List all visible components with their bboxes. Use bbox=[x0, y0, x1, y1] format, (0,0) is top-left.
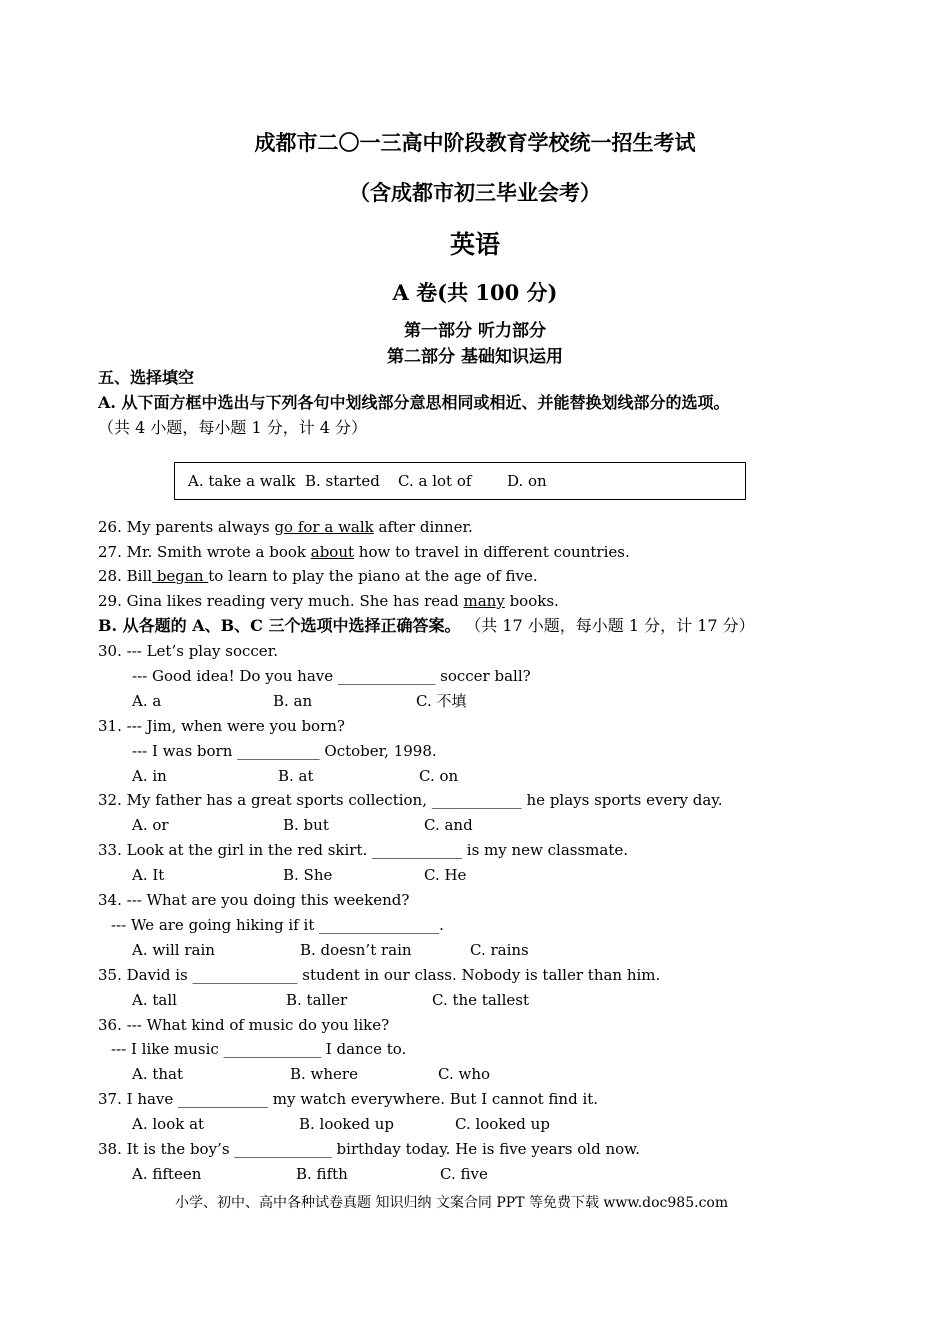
section-a-note: （共 4 小题，每小题 1 分，计 4 分） bbox=[98, 418, 368, 437]
question-36-reply: --- I like music _____________ I dance to. bbox=[111, 1040, 407, 1058]
question-28: 28. Bill began to learn to play the piano at the age of five. bbox=[98, 567, 538, 585]
choice-37-a: A. look at bbox=[132, 1115, 205, 1133]
section-a-title: A. 从下面方框中选出与下列各句中划线部分意思相同或相近、并能替换划线部分的选项。 bbox=[98, 393, 730, 412]
option-box bbox=[174, 462, 746, 500]
subject-heading: 英语 bbox=[449, 230, 500, 259]
section-b-title: B. 从各题的 A、B、C 三个选项中选择正确答案。 bbox=[98, 616, 461, 635]
choice-33-a: A. It bbox=[132, 866, 165, 884]
choice-38-c: C. five bbox=[440, 1165, 488, 1183]
choice-30-c: C. 不填 bbox=[416, 692, 467, 710]
question-34: 34. --- What are you doing this weekend? bbox=[98, 891, 410, 909]
underlined-phrase: about bbox=[310, 543, 355, 561]
choice-30-b: B. an bbox=[273, 692, 313, 710]
choice-36-c: C. who bbox=[438, 1065, 491, 1083]
question-32: 32. My father has a great sports collection, ____________ he plays sports every day. bbox=[98, 791, 723, 809]
choice-36-b: B. where bbox=[290, 1065, 358, 1083]
choice-34-c: C. rains bbox=[470, 941, 529, 959]
choice-36-a: A. that bbox=[132, 1065, 184, 1083]
choice-34-b: B. doesn’t rain bbox=[300, 941, 412, 959]
choice-37-b: B. looked up bbox=[299, 1115, 395, 1133]
option-a: A. take a walk bbox=[188, 472, 296, 490]
question-29: 29. Gina likes reading very much. She has read many books. bbox=[98, 592, 559, 610]
choice-35-c: C. the tallest bbox=[432, 991, 529, 1009]
choice-32-c: C. and bbox=[424, 816, 473, 834]
question-37: 37. I have ____________ my watch everywhere. But I cannot find it. bbox=[98, 1090, 599, 1108]
option-b: B. started bbox=[305, 472, 380, 490]
underlined-phrase: go for a walk bbox=[274, 518, 374, 536]
question-33: 33. Look at the girl in the red skirt. ____________ is my new classmate. bbox=[98, 841, 629, 859]
question-30: 30. --- Let’s play soccer. bbox=[98, 642, 278, 660]
question-36: 36. --- What kind of music do you like? bbox=[98, 1016, 390, 1034]
question-26: 26. My parents always go for a walk after dinner. bbox=[98, 518, 473, 536]
choice-33-b: B. She bbox=[283, 866, 333, 884]
choice-31-b: B. at bbox=[278, 767, 314, 785]
underlined-phrase: began bbox=[152, 567, 209, 585]
question-31: 31. --- Jim, when were you born? bbox=[98, 717, 345, 735]
exam-title: 成都市二〇一三高中阶段教育学校统一招生考试 bbox=[254, 130, 696, 155]
part2-heading: 第二部分 基础知识运用 bbox=[387, 347, 563, 367]
choice-38-b: B. fifth bbox=[296, 1165, 348, 1183]
question-31-reply: --- I was born ___________ October, 1998. bbox=[132, 742, 437, 760]
option-d: D. on bbox=[507, 472, 547, 490]
section-b-note: （共 17 小题，每小题 1 分，计 17 分） bbox=[465, 616, 755, 635]
choice-37-c: C. looked up bbox=[455, 1115, 550, 1133]
question-30-reply: --- Good idea! Do you have _____________ soccer ball? bbox=[132, 667, 531, 685]
choice-34-a: A. will rain bbox=[132, 941, 215, 959]
question-27: 27. Mr. Smith wrote a book about how to travel in different countries. bbox=[98, 543, 630, 561]
choice-32-b: B. but bbox=[283, 816, 329, 834]
question-38: 38. It is the boy’s _____________ birthday today. He is five years old now. bbox=[98, 1140, 640, 1158]
choice-31-a: A. in bbox=[132, 767, 167, 785]
option-c: C. a lot of bbox=[398, 472, 472, 490]
section5-title: 五、选择填空 bbox=[98, 368, 195, 387]
volume-heading: A 卷(共 100 分) bbox=[392, 280, 558, 305]
underlined-phrase: many bbox=[463, 592, 505, 610]
question-34-reply: --- We are going hiking if it ________________. bbox=[111, 916, 444, 934]
choice-31-c: C. on bbox=[419, 767, 459, 785]
part1-heading: 第一部分 听力部分 bbox=[404, 321, 546, 341]
exam-subtitle: （含成都市初三毕业会考） bbox=[349, 180, 601, 205]
choice-35-b: B. taller bbox=[286, 991, 348, 1009]
section-b-heading bbox=[98, 616, 755, 636]
choice-32-a: A. or bbox=[132, 816, 169, 834]
choice-33-c: C. He bbox=[424, 866, 467, 884]
footer-text: 小学、初中、高中各种试卷真题 知识归纳 文案合同 PPT 等免费下载 www.doc985.com bbox=[175, 1195, 729, 1211]
choice-30-a: A. a bbox=[132, 692, 162, 710]
choice-38-a: A. fifteen bbox=[132, 1165, 202, 1183]
question-35: 35. David is ______________ student in our class. Nobody is taller than him. bbox=[98, 966, 661, 984]
choice-35-a: A. tall bbox=[132, 991, 177, 1009]
